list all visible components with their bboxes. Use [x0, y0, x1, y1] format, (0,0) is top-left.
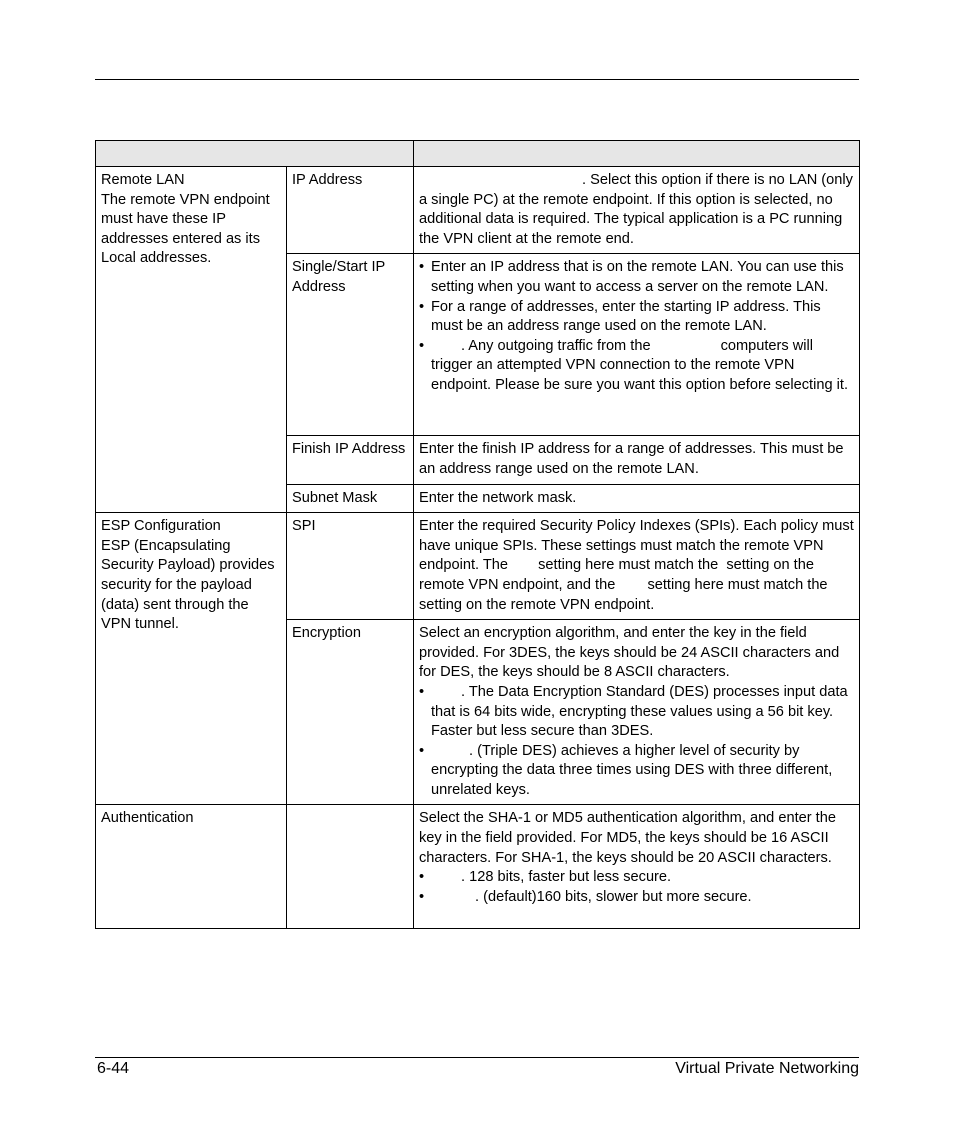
remote-lan-group-cell — [96, 167, 287, 513]
esp-group-cell — [96, 513, 287, 805]
auth-bullet1: . 128 bits, faster but less secure. — [461, 869, 672, 886]
finish-ip-desc: Enter the finish IP address for a range of addresses. This must be an address range used on the remote LAN. — [414, 436, 860, 484]
start-ip-bullet3-b: computers will trigger an attempted VPN connection to the remote VPN endpoint. Please be sure you want this option before selecting it. — [431, 337, 848, 393]
settings-table — [95, 140, 860, 929]
list-item — [419, 888, 854, 908]
encryption-bullet2: . (Triple DES) achieves a higher level of security by encrypting the data three times using DES with three different, unrelated keys. — [431, 742, 833, 798]
spi-desc-d: setting here must match the — [647, 576, 828, 593]
authentication-bullets — [419, 868, 854, 907]
page-number: 6-44 — [97, 1060, 130, 1077]
ip-address-desc: . Select this option if there is no LAN (only a single PC) at the remote endpoint. If this option is selected, no additional data is required. The typical application is a PC running the VPN client at the remote end. — [419, 172, 853, 247]
table-header-row — [96, 141, 860, 167]
table-row — [96, 513, 860, 620]
spi-label: SPI — [287, 513, 414, 620]
list-item — [419, 683, 854, 742]
encryption-desc: Select an encryption algorithm, and enter the key in the field provided. For 3DES, the keys should be 24 ASCII characters and for DES, the keys should be 8 ASCII characters. — [419, 625, 840, 681]
encryption-bullets — [419, 683, 854, 801]
spi-desc-b: setting here must match the — [538, 557, 719, 574]
authentication-desc-cell — [414, 805, 860, 929]
authentication-desc: Select the SHA-1 or MD5 authentication algorithm, and enter the key in the field provided. For MD5, the keys should be 16 ASCII characters. For SHA-1, the keys should be 20 ASCII characters. — [419, 810, 836, 866]
ip-address-label: IP Address — [287, 167, 414, 254]
list-item: • Enter an IP address that is on the remote LAN. You can use this setting when you want to access a server on the remote LAN. — [419, 258, 854, 297]
esp-title: ESP Configuration — [101, 518, 221, 535]
encryption-label: Encryption — [287, 620, 414, 805]
table-header-setting — [96, 141, 414, 167]
encryption-desc-cell — [414, 620, 860, 805]
list-item: • For a range of addresses, enter the starting IP address. This must be an address range used on the remote LAN. — [419, 298, 854, 337]
table-row — [96, 167, 860, 254]
spi-desc-e: setting on the remote VPN endpoint. — [419, 596, 655, 613]
start-ip-bullets — [419, 258, 854, 395]
subnet-mask-label: Subnet Mask — [287, 484, 414, 513]
list-item — [419, 337, 854, 396]
remote-lan-desc: The remote VPN endpoint must have these IP addresses entered as its Local addresses. — [101, 191, 270, 267]
encryption-bullet1: . The Data Encryption Standard (DES) processes input data that is 64 bits wide, encrypting these values using a 56 bit key. Faster but less secure than 3DES. — [431, 683, 848, 740]
start-ip-bullet3-a: . Any outgoing traffic from the — [461, 337, 651, 354]
list-item — [419, 742, 854, 801]
header-rule — [95, 79, 859, 80]
auth-bullet2: . (default)160 bits, slower but more secure. — [475, 888, 752, 905]
spi-desc-c: setting on the remote VPN endpoint, and the — [419, 557, 814, 593]
table-row — [96, 805, 860, 929]
list-item — [419, 868, 854, 888]
table-header-description — [414, 141, 860, 167]
authentication-label: Authentication — [96, 805, 287, 929]
authentication-empty-cell — [287, 805, 414, 929]
start-ip-label: Single/Start IP Address — [287, 254, 414, 436]
esp-desc: ESP (Encapsulating Security Payload) provides security for the payload (data) sent through the VPN tunnel. — [101, 537, 275, 633]
ip-address-desc-cell — [414, 167, 860, 254]
spi-desc-a: Enter the required Security Policy Indexes (SPIs). Each policy must have unique SPIs. These settings must match the remote VPN endpoint. The — [419, 518, 854, 574]
spi-desc-cell — [414, 513, 860, 620]
subnet-mask-desc: Enter the network mask. — [414, 484, 860, 513]
start-ip-desc-cell — [414, 254, 860, 436]
finish-ip-label: Finish IP Address — [287, 436, 414, 484]
chapter-title: Virtual Private Networking — [675, 1060, 859, 1077]
footer-rule — [95, 1057, 859, 1058]
remote-lan-title: Remote LAN — [101, 172, 185, 188]
